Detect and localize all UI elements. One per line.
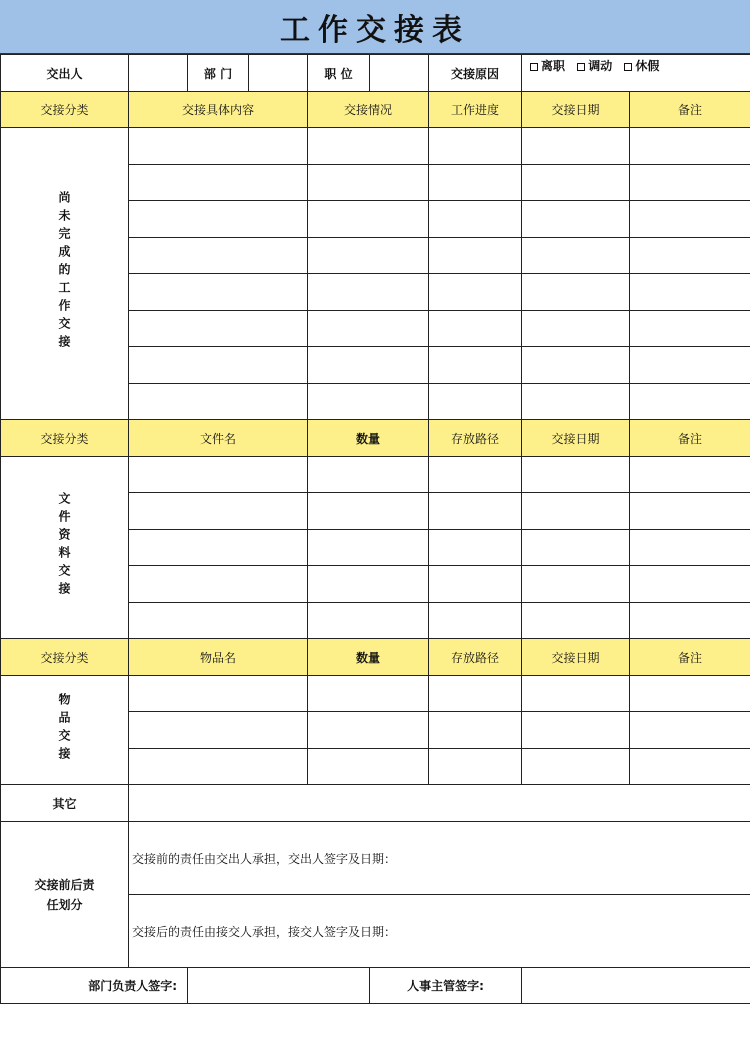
responsibility-after-text[interactable]: 交接后的责任由接交人承担，接交人签字及日期：: [129, 895, 750, 968]
items-header-date: 交接日期: [522, 639, 630, 676]
responsibility-label: 交接前后责任划分: [1, 822, 129, 968]
items-section-label: 物品交接: [1, 676, 129, 785]
work-header-status: 交接情况: [308, 92, 429, 128]
docs-header-row: [1, 420, 750, 457]
table-row: [1, 128, 750, 165]
other-label: 其它: [1, 785, 129, 822]
reason-options: [522, 55, 750, 92]
department-label: 部 门: [188, 55, 249, 92]
work-header-notes: 备注: [630, 92, 750, 128]
work-header-progress: 工作进度: [429, 92, 522, 128]
work-section-label: 尚未完成的工作交接: [1, 128, 129, 420]
reason-transfer-label: 调动: [588, 59, 613, 73]
docs-header-filename: 文件名: [129, 420, 308, 457]
dept-head-signature-label: 部门负责人签字:: [1, 968, 188, 1004]
table-row: [1, 457, 750, 493]
other-field[interactable]: [129, 785, 750, 822]
position-field[interactable]: [370, 55, 429, 92]
department-field[interactable]: [249, 55, 308, 92]
docs-header-notes: 备注: [630, 420, 750, 457]
docs-header-category: 交接分类: [1, 420, 129, 457]
reason-leave-label: 休假: [635, 59, 660, 73]
items-header-quantity: 数量: [308, 639, 429, 676]
dept-head-signature-field[interactable]: [188, 968, 370, 1004]
title-bar: [0, 0, 750, 54]
items-header-notes: 备注: [630, 639, 750, 676]
items-header-path: 存放路径: [429, 639, 522, 676]
checkbox-transfer[interactable]: [577, 63, 585, 71]
info-row: [1, 55, 750, 92]
docs-header-path: 存放路径: [429, 420, 522, 457]
handover-table: [0, 54, 750, 1004]
reason-resign-label: 离职: [541, 59, 566, 73]
handover-person-label: 交出人: [1, 55, 129, 92]
items-header-category: 交接分类: [1, 639, 129, 676]
checkbox-leave[interactable]: [624, 63, 632, 71]
responsibility-before-row: [1, 822, 750, 895]
docs-header-date: 交接日期: [522, 420, 630, 457]
items-header-itemname: 物品名: [129, 639, 308, 676]
other-row: [1, 785, 750, 822]
handover-person-field[interactable]: [129, 55, 188, 92]
docs-section-label: 文件资料交接: [1, 457, 129, 639]
items-header-row: [1, 639, 750, 676]
work-header-date: 交接日期: [522, 92, 630, 128]
position-label: 职 位: [308, 55, 370, 92]
docs-header-quantity: 数量: [308, 420, 429, 457]
page-title: 工作交接表: [280, 12, 470, 48]
checkbox-resign[interactable]: [530, 63, 538, 71]
responsibility-before-text[interactable]: 交接前的责任由交出人承担，交出人签字及日期：: [129, 822, 750, 895]
work-header-row: [1, 92, 750, 128]
work-header-category: 交接分类: [1, 92, 129, 128]
reason-label: 交接原因: [429, 55, 522, 92]
hr-head-signature-field[interactable]: [522, 968, 750, 1004]
table-row: [1, 676, 750, 712]
hr-head-signature-label: 人事主管签字:: [370, 968, 522, 1004]
work-header-content: 交接具体内容: [129, 92, 308, 128]
signature-row: [1, 968, 750, 1004]
